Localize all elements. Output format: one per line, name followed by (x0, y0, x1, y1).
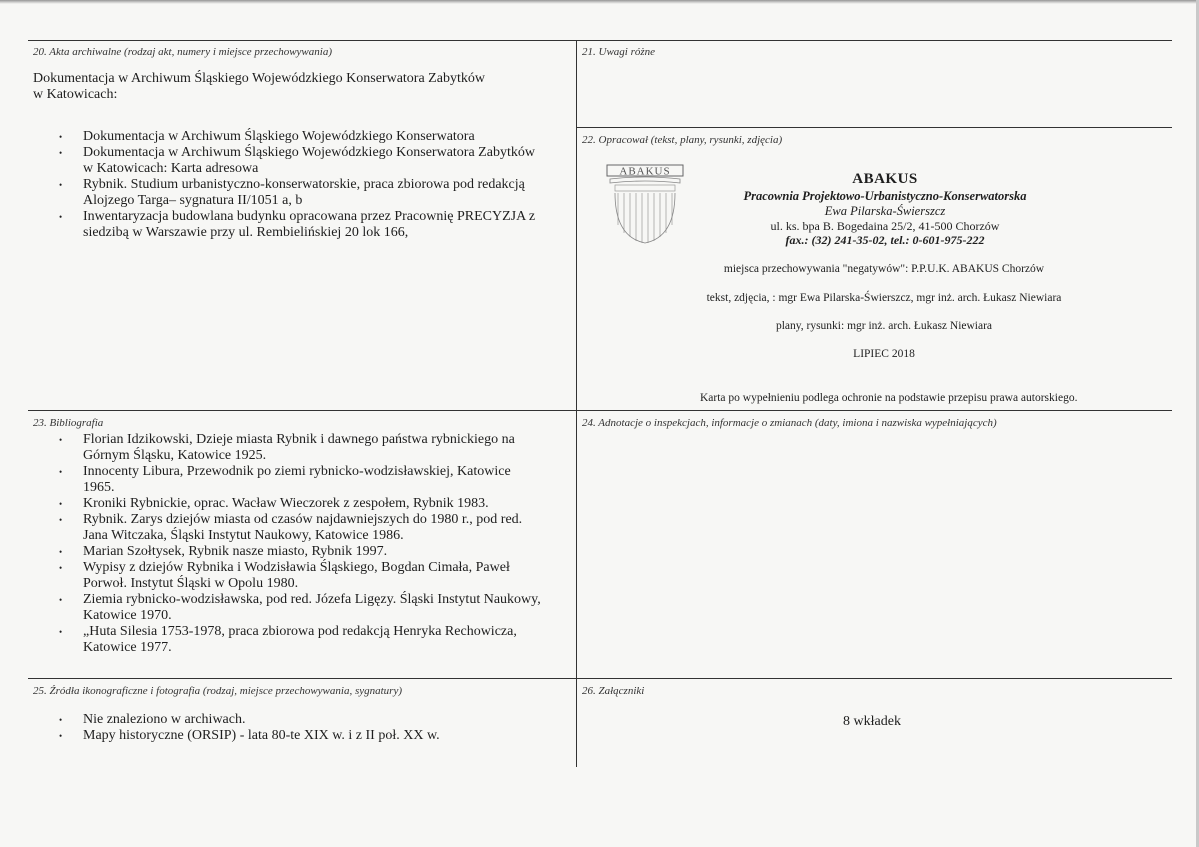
attachments-value: 8 wkładek (843, 714, 901, 729)
section-21-header: 21. Uwagi różne (582, 46, 656, 58)
company-address: ul. ks. bpa B. Bogedaina 25/2, 41-500 Chorzów (770, 219, 1000, 233)
list-item: • Dokumentacja w Archiwum Śląskiego Wojewódzkiego Konserwatora Zabytków w Katowicach: Karta adresowa (33, 145, 573, 177)
list-item: • „Huta Silesia 1753-1978, praca zbiorowa pod redakcją Henryka Rechowicza, Katowice 1977. (33, 624, 573, 656)
section-24 (582, 416, 1172, 676)
section-20 (33, 45, 573, 407)
list-item: • Marian Szołtysek, Rybnik nasze miasto, Rybnik 1997. (33, 544, 573, 560)
company-subtitle: Pracownia Projektowo-Urbanistyczno-Konserwatorska (743, 189, 1027, 203)
logo-text: ABAKUS (619, 165, 671, 178)
plans-author: plany, rysunki: mgr inż. arch. Łukasz Niewiara (775, 320, 993, 332)
section-20-header: 20. Akta archiwalne (rodzaj akt, numery i miejsce przechowywania) (33, 46, 332, 58)
section-25 (33, 684, 573, 768)
scan-edge-top (0, 0, 1199, 4)
company-owner: Ewa Pilarska-Świerszcz (824, 204, 946, 218)
rule-row2 (28, 410, 1172, 411)
list-item: • Dokumentacja w Archiwum Śląskiego Wojewódzkiego Konserwatora (33, 129, 573, 145)
section-26-header: 26. Załączniki (582, 685, 645, 697)
section-23-header: 23. Bibliografia (33, 417, 104, 429)
list-item: • Nie znaleziono w archiwach. (33, 712, 573, 728)
text-photos-authors: tekst, zdjęcia, : mgr Ewa Pilarska-Świerszcz, mgr inż. arch. Łukasz Niewiara (706, 292, 1062, 304)
section-25-list (33, 712, 573, 744)
list-item: • Ziemia rybnicko-wodzisławska, pod red. Józefa Ligęzy. Śląski Instytut Naukowy, Katowice 1970. (33, 592, 573, 624)
section-21 (582, 45, 1172, 125)
list-item: • Innocenty Libura, Przewodnik po ziemi rybnicko-wodzisławskiej, Katowice 1965. (33, 464, 573, 496)
company-phone: fax.: (32) 241-35-02, tel.: 0-601-975-222 (785, 233, 985, 247)
rule-top (28, 40, 1172, 41)
rule-row3 (28, 678, 1172, 679)
section-20-list (33, 129, 573, 241)
section-25-header: 25. Źródła ikonograficzne i fotografia (rodzaj, miejsce przechowywania, sygnatury) (33, 685, 402, 697)
section-26 (582, 684, 1172, 768)
document-date: LIPIEC 2018 (853, 348, 915, 360)
negatives-location: miejsca przechowywania "negatywów": P.P.U.K. ABAKUS Chorzów (723, 263, 1045, 275)
section-23-list (33, 432, 573, 656)
section-20-lead: Dokumentacja w Archiwum Śląskiego Wojewódzkiego Konserwatora Zabytków w Katowicach: (33, 71, 485, 102)
list-item: • Wypisy z dziejów Rybnika i Wodzisławia Śląskiego, Bogdan Cimała, Paweł Porwoł. Instytut Śląski w Opolu 1980. (33, 560, 573, 592)
abakus-logo (606, 163, 684, 245)
list-item: • Rybnik. Zarys dziejów miasta od czasów najdawniejszych do 1980 r., pod red. Jana Witczaka, Śląski Instytut Naukowy, Katowice 1986. (33, 512, 573, 544)
list-item: • Florian Idzikowski, Dzieje miasta Rybnik i dawnego państwa rybnickiego na Górnym Śląsku, Katowice 1925. (33, 432, 573, 464)
rule-center (576, 40, 577, 767)
company-name: ABAKUS (852, 171, 918, 187)
list-item: • Inwentaryzacja budowlana budynku opracowana przez Pracownię PRECYZJA z siedzibą w Warszawie przy ul. Rembielińskiej 20 lok 166, (33, 209, 573, 241)
copyright-note: Karta po wypełnieniu podlega ochronie na podstawie przepisu prawa autorskiego. (700, 392, 1078, 404)
section-23 (33, 416, 573, 676)
section-22-header: 22. Opracował (tekst, plany, rysunki, zdjęcia) (582, 134, 783, 146)
abakus-company-block (700, 170, 1070, 248)
list-item: • Rybnik. Studium urbanistyczno-konserwatorskie, praca zbiorowa pod redakcją Alojzego Targa– sygnatura II/1051 a, b (33, 177, 573, 209)
section-24-header: 24. Adnotacje o inspekcjach, informacje o zmianach (daty, imiona i nazwiska wypełniających) (582, 417, 997, 429)
section-22-header-cell (582, 133, 1172, 151)
rule-s21-bottom (576, 127, 1172, 128)
list-item: • Mapy historyczne (ORSIP) - lata 80-te XIX w. i z II poł. XX w. (33, 728, 573, 744)
list-item: • Kroniki Rybnickie, oprac. Wacław Wieczorek z zespołem, Rybnik 1983. (33, 496, 573, 512)
